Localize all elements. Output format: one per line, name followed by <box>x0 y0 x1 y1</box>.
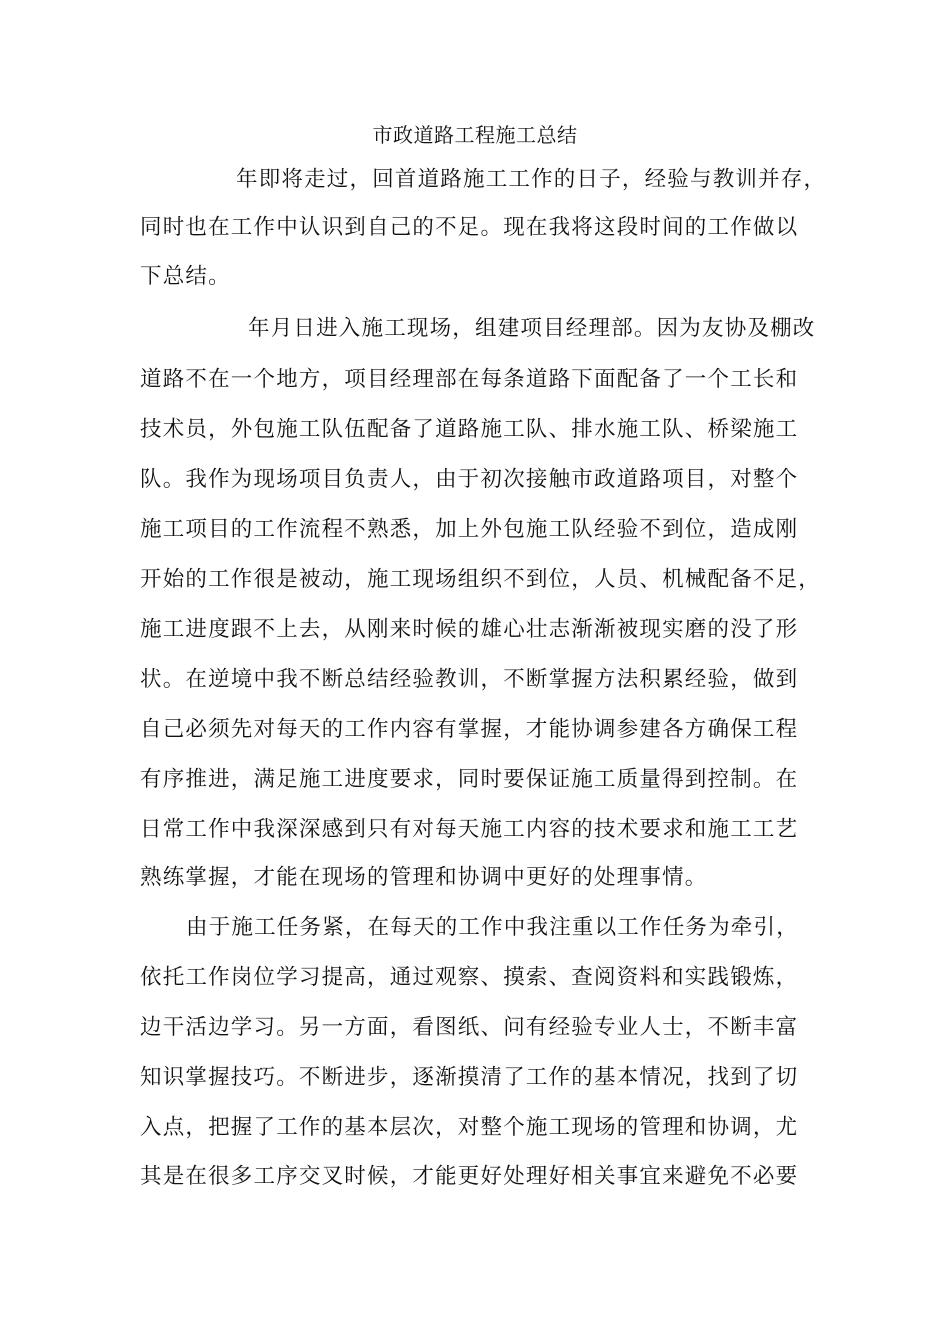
page-title: 市政道路工程施工总结 <box>372 123 578 147</box>
paragraph-2-line-6: 开始的工作很是被动，施工现场组织不到位，人员、机械配备不足， <box>140 567 822 592</box>
paragraph-2-line-10: 有序推进，满足施工进度要求，同时要保证施工质量得到控制。在 <box>140 767 799 792</box>
paragraph-2-line-5: 施工项目的工作流程不熟悉，加上外包施工队经验不到位，造成刚 <box>140 517 799 542</box>
paragraph-3-line-6: 其是在很多工序交叉时候，才能更好处理好相关事宜来避免不必要 <box>140 1164 799 1189</box>
paragraph-3-line-5: 入点，把握了工作的基本层次，对整个施工现场的管理和协调，尤 <box>140 1115 799 1140</box>
paragraph-2-line-8: 状。在逆境中我不断总结经验教训，不断掌握方法积累经验，做到 <box>140 667 799 692</box>
paragraph-2-line-11: 日常工作中我深深感到只有对每天施工内容的技术要求和施工工艺 <box>140 817 799 842</box>
paragraph-2-line-2: 道路不在一个地方，项目经理部在每条道路下面配备了一个工长和 <box>140 367 799 392</box>
paragraph-1-line-3: 下总结。 <box>140 264 231 289</box>
paragraph-2-line-7: 施工进度跟不上去，从刚来时候的雄心壮志渐渐被现实磨的没了形 <box>140 617 799 642</box>
paragraph-2-line-4: 队。我作为现场项目负责人，由于初次接触市政道路项目，对整个 <box>140 467 799 492</box>
paragraph-2-line-12: 熟练掌握，才能在现场的管理和协调中更好的处理事情。 <box>140 865 708 890</box>
paragraph-1-line-1: 年即将走过，回首道路施工工作的日子，经验与教训并存， <box>236 167 827 192</box>
paragraph-3-line-4: 知识掌握技巧。不断进步，逐渐摸清了工作的基本情况，找到了切 <box>140 1065 799 1090</box>
paragraph-2-line-9: 自己必须先对每天的工作内容有掌握，才能协调参建各方确保工程 <box>140 717 799 742</box>
paragraph-3-line-2: 依托工作岗位学习提高，通过观察、摸索、查阅资料和实践锻炼， <box>140 965 799 990</box>
paragraph-2-line-3: 技术员，外包施工队伍配备了道路施工队、排水施工队、桥梁施工 <box>140 417 799 442</box>
paragraph-2-line-1: 年月日进入施工现场，组建项目经理部。因为友协及棚改 <box>248 316 816 341</box>
paragraph-3-line-3: 边干活边学习。另一方面，看图纸、问有经验专业人士，不断丰富 <box>140 1015 799 1040</box>
paragraph-3-line-1: 由于施工任务紧，在每天的工作中我注重以工作任务为牵引， <box>186 915 799 940</box>
paragraph-1-line-2: 同时也在工作中认识到自己的不足。现在我将这段时间的工作做以 <box>140 215 799 240</box>
